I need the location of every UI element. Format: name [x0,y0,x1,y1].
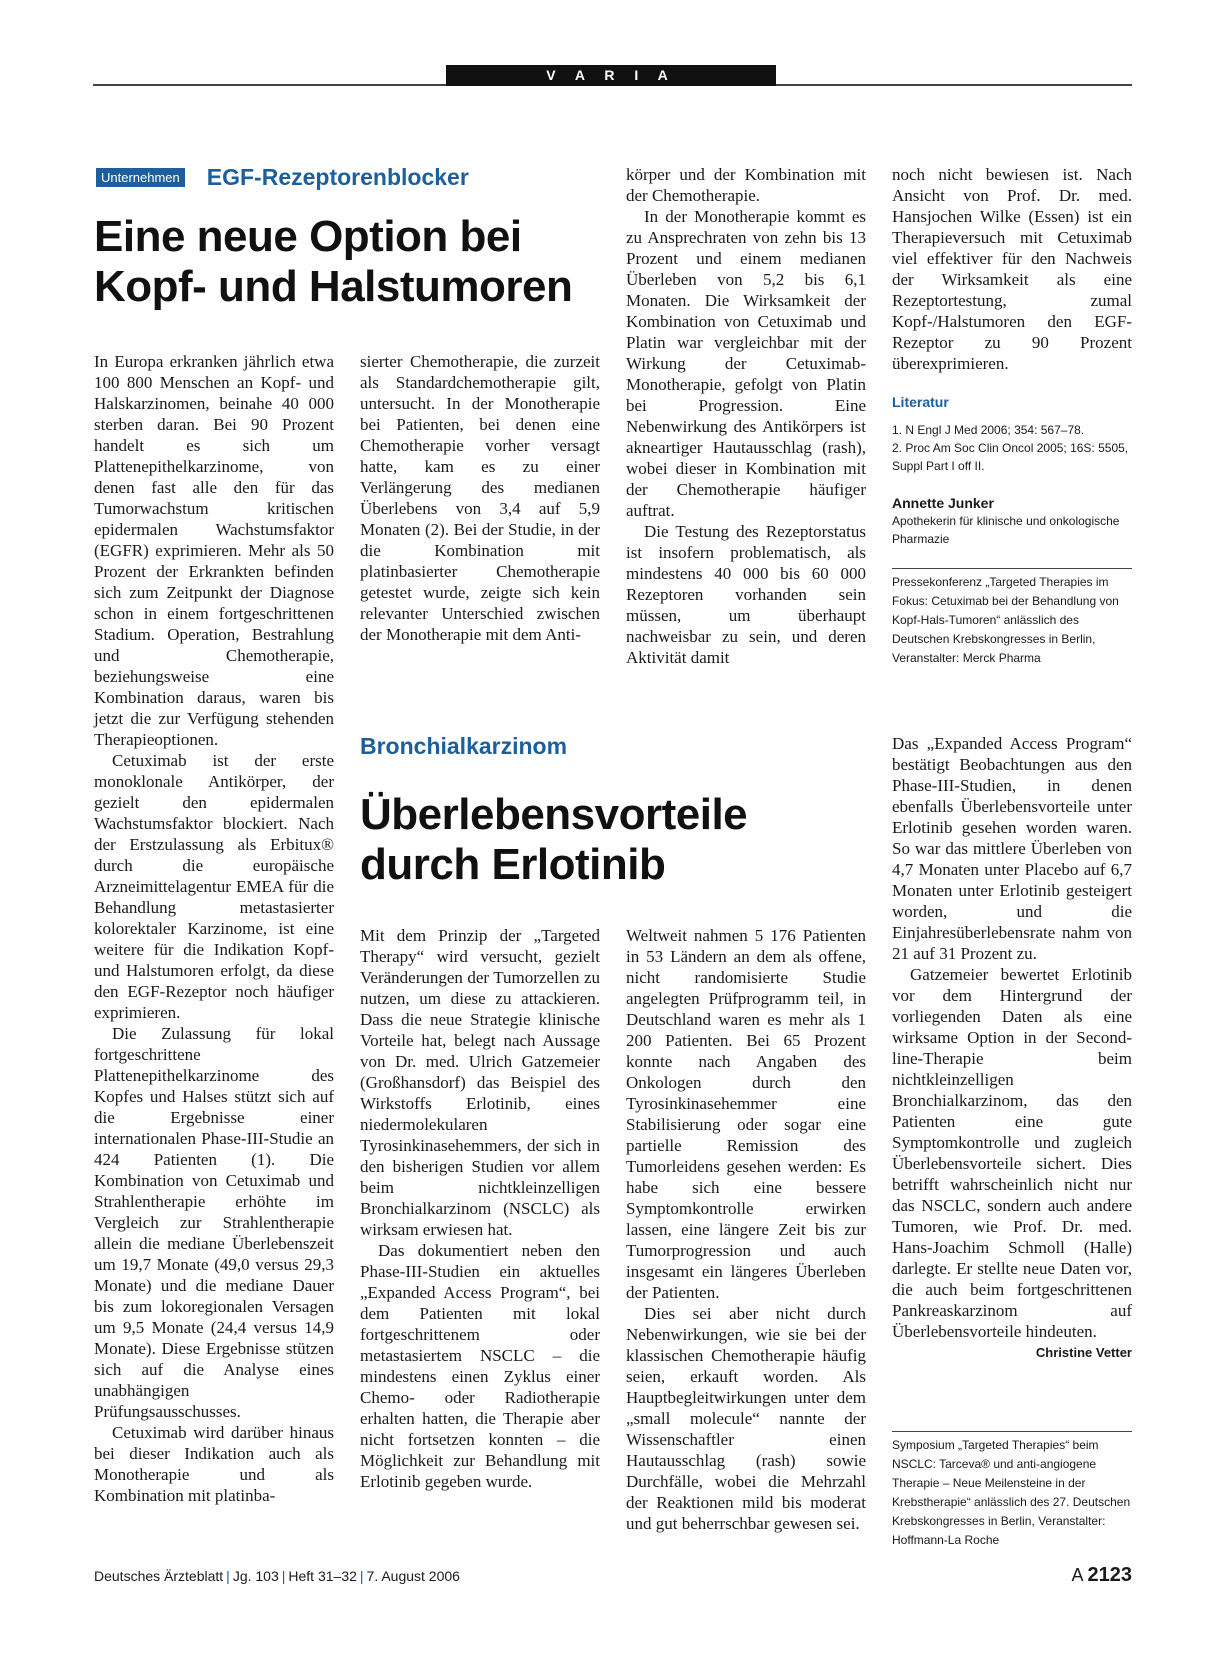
issue: Heft 31–32 [288,1568,357,1584]
article1-title-line2: Kopf- und Halstumoren [94,262,573,311]
paragraph: körper und der Kombination mit der Chemotherapie. [626,165,866,205]
paragraph: In der Monotherapie kommt es zu Ansprechraten von zehn bis 13 Prozent und einem medianen Überleben von 5,2 bis 6,1 Monaten. Die Wirksamkeit der Kombination von Cetuximab und Platin war vergleichbar mit der Wirkung der Cetuximab-Monotherapie, gefolgt von Platin bei Progression. Eine Nebenwirkung des Antikörpers ist akneartiger Hautausschlag (rash), wobei dieser in Kombination mit der Chemotherapie häufiger auftrat. [626,207,866,520]
category-tag: Unternehmen [96,168,185,187]
volume: Jg. 103 [232,1568,279,1584]
paragraph [892,964,1132,1360]
article2-title [360,790,830,890]
paragraph: Weltweit nahmen 5 176 Patienten in 53 Ländern an dem als offene, nicht randomisierte Studie angelegten Prüfprogramm teil, in Deutschland waren es mehr als 1 200 Patienten. Bei 65 Prozent konnte nach Angaben des Onkologen durch den Tyrosinkinasehemmer eine Stabilisierung oder sogar eine partielle Remission des Tumorleidens gesehen werden: Es habe sich eine bessere Symptomkontrolle erwirken lassen, eine längere Zeit bis zur Tumorprogression und auch insgesamt ein längeres Überleben der Patienten. [626,926,866,1302]
author-name: Annette Junker [892,495,994,511]
literature-item: 2. Proc Am Soc Clin Oncol 2005; 16S: 5505, Suppl Part I off II. [892,441,1129,473]
article2-signature: Christine Vetter [1035,1345,1132,1360]
paragraph: Dies sei aber nicht durch Nebenwirkungen, wie sie bei der klassischen Chemotherapie häufig seien, erkauft worden. Als Hauptbegleitwirkungen unter dem „small molecule“ nannte der Wissenschaftler einen Hautausschlag (rash) sowie Durchfälle, wobei die Mehrzahl der Reaktionen mild bis moderat und gut beherrschbar gewesen sei. [626,1304,866,1533]
article2-column-2 [626,925,866,1534]
paragraph: Mit dem Prinzip der „Targeted Therapy“ wird versucht, gezielt Veränderungen der Tumorzellen zu nutzen, um diese zu attackieren. Dass die neue Strategie klinische Vorteile hat, belegt nach Aussage von Dr. med. Ulrich Gatzemeier (Großhansdorf) das Beispiel des Wirkstoffs Erlotinib, eines niedermolekularen Tyrosinkinasehemmers, der sich in den bisherigen Studien vor allem beim nichtkleinzelligen Bronchialkarzinom (NSCLC) als wirksam erwiesen hat. [360,926,600,1239]
literature-list [892,421,1132,475]
article1-kicker: EGF-Rezeptorenblocker [206,163,469,190]
page-footer: Deutsches Ärzteblatt | Jg. 103 | Heft 31–32 | 7. August 2006 A 2123 [94,1564,1132,1586]
date: 7. August 2006 [366,1568,460,1584]
page-prefix: A [1071,1565,1083,1585]
paragraph: Cetuximab ist der erste monoklonale Antikörper, der gezielt den epidermalen Wachstumsfaktor blockiert. Nach der Erstzulassung als Erbitux® durch die europäische Arzneimittelagentur EMEA für die Behandlung metastasierter kolorektaler Karzinome, ist eine weitere für die Indikation Kopf- und Halstumoren erfolgt, da diese den EGF-Rezeptor noch häufiger exprimieren. [94,751,334,1022]
article2-title-line1: Überlebensvorteile [360,790,748,839]
paragraph: Das „Expanded Access Program“ bestätigt Beobachtungen aus den Phase-III-Studien, in denen ebenfalls Überlebensvorteile unter Erlotinib gesehen worden waren. So war das mittlere Überleben von 4,7 Monaten unter Placebo auf 6,7 Monaten unter Erlotinib gesteigert worden, und die Einjahresüberlebensrate nahm von 21 auf 31 Prozent zu. [892,734,1132,963]
article1-source-note: Pressekonferenz „Targeted Therapies im Fokus: Cetuximab bei der Behandlung von Kopf-Hals-Tumoren“ anlässlich des Deutschen Krebskongresses in Berlin, Veranstalter: Merck Pharma [892,568,1132,668]
literature-item: 1. N Engl J Med 2006; 354: 567–78. [892,423,1085,437]
page-number-value: 2123 [1087,1564,1132,1586]
paragraph: Das dokumentiert neben den Phase-III-Studien ein aktuelles „Expanded Access Program“, bei dem Patienten mit lokal fortgeschrittenem oder metastasiertem NSCLC – die mindestens einen Zyklus einer Chemo- oder Radiotherapie erhalten hatten, die Therapie aber nicht fortsetzen konnten – die Möglichkeit zur Behandlung mit Erlotinib gegeben wurde. [360,1241,600,1491]
article2-kicker: Bronchialkarzinom [360,733,568,759]
article1-author [892,494,1132,548]
paragraph: Die Testung des Rezeptorstatus ist insofern problematisch, als mindestens 40 000 bis 60 000 Rezeptoren vorhanden sein müssen, um überhaupt nachweisbar zu sein, und deren Aktivität damit [626,522,866,667]
article1-column-4 [892,164,1132,374]
journal-name: Deutsches Ärzteblatt [94,1568,224,1584]
article1-column-1 [94,351,334,1506]
article1-title [94,212,614,312]
paragraph: sierter Chemotherapie, die zurzeit als Standardchemotherapie gilt, untersucht. In der Monotherapie bei Patienten, bei denen eine Chemotherapie vorher versagt hatte, kam es zu einer Verlängerung des medianen Überlebens von 3,4 auf 5,9 Monaten (2). Bei der Studie, in der die Kombination mit platinbasierter Chemotherapie getestet wurde, zeigte sich kein relevanter Unterschied zwischen der Monotherapie mit dem Anti- [360,352,600,644]
article1-column-3 [626,164,866,668]
paragraph-text: Gatzemeier bewertet Erlotinib vor dem Hintergrund der vorliegenden Daten als eine wirksame Option in der Second-line-Therapie beim nichtkleinzelligen Bronchialkarzinom, das den Patienten eine gute Symptomkontrolle und zugleich Überlebensvorteile sichert. Dies betrifft wahrscheinlich nicht nur das NSCLC, sondern auch andere Tumoren, wie Prof. Dr. med. Hans-Joachim Schmoll (Halle) darlegte. Er stellte neue Daten vor, die auch beim fortgeschrittenen Pankreaskarzinom auf Überlebensvorteile hindeuten. [892,965,1132,1341]
paragraph: In Europa erkranken jährlich etwa 100 800 Menschen an Kopf- und Halskarzinomen, beinahe 40 000 sterben daran. Bei 90 Prozent handelt es sich um Plattenepithelkarzinome, von denen fast alle den für das Tumorwachstum kritischen epidermalen Wachstumsfaktor (EGFR) exprimieren. Mehr als 50 Prozent der Erkrankten befinden sich zum Zeitpunkt der Diagnose schon in einem fortgeschrittenen Stadium. Operation, Bestrahlung und Chemotherapie, beziehungsweise eine Kombination daraus, waren bis jetzt die zur Verfügung stehenden Therapieoptionen. [94,352,334,749]
article1-title-line1: Eine neue Option bei [94,212,522,261]
article1-kicker-row [96,162,469,192]
article2-source-note: Symposium „Targeted Therapies“ beim NSCLC: Tarceva® und anti-angiogene Therapie – Neue Meilensteine in der Krebstherapie“ anlässlich des 27. Deutschen Krebskongresses in Berlin, Veranstalter: Hoffmann-La Roche [892,1431,1132,1550]
article2-title-line2: durch Erlotinib [360,840,666,889]
literature-heading: Literatur [892,394,949,410]
page-number [1071,1564,1132,1587]
article2-column-3 [892,733,1132,1363]
article2-column-1 [360,925,600,1492]
section-label: V A R I A [446,65,776,86]
author-role: Apothekerin für klinische und onkologische Pharmazie [892,514,1120,546]
article1-column-2 [360,351,600,645]
paragraph: noch nicht bewiesen ist. Nach Ansicht von Prof. Dr. med. Hansjochen Wilke (Essen) ist ein Therapieversuch mit Cetuximab viel effektiver für den Nachweis der Wirksamkeit als eine Rezeptortestung, zumal Kopf-/Halstumoren den EGF-Rezeptor zu 90 Prozent überexprimieren. [892,165,1132,373]
paragraph: Die Zulassung für lokal fortgeschrittene Plattenepithelkarzinome des Kopfes und Halses stützt sich auf die Ergebnisse einer internationalen Phase-III-Studie an 424 Patienten (1). Die Kombination von Cetuximab und Strahlentherapie erhöhte im Vergleich zur Strahlentherapie allein die mediane Überlebenszeit um 19,7 Monate (49,0 versus 29,3 Monate) und die mediane Dauer bis zum lokoregionalen Versagen um 9,5 Monate (24,4 versus 14,9 Monate). Diese Ergebnisse stützen sich auf die Analyse eines unabhängigen Prüfungsausschusses. [94,1024,334,1421]
paragraph: Cetuximab wird darüber hinaus bei dieser Indikation auch als Monotherapie und als Kombination mit platinba- [94,1423,334,1505]
